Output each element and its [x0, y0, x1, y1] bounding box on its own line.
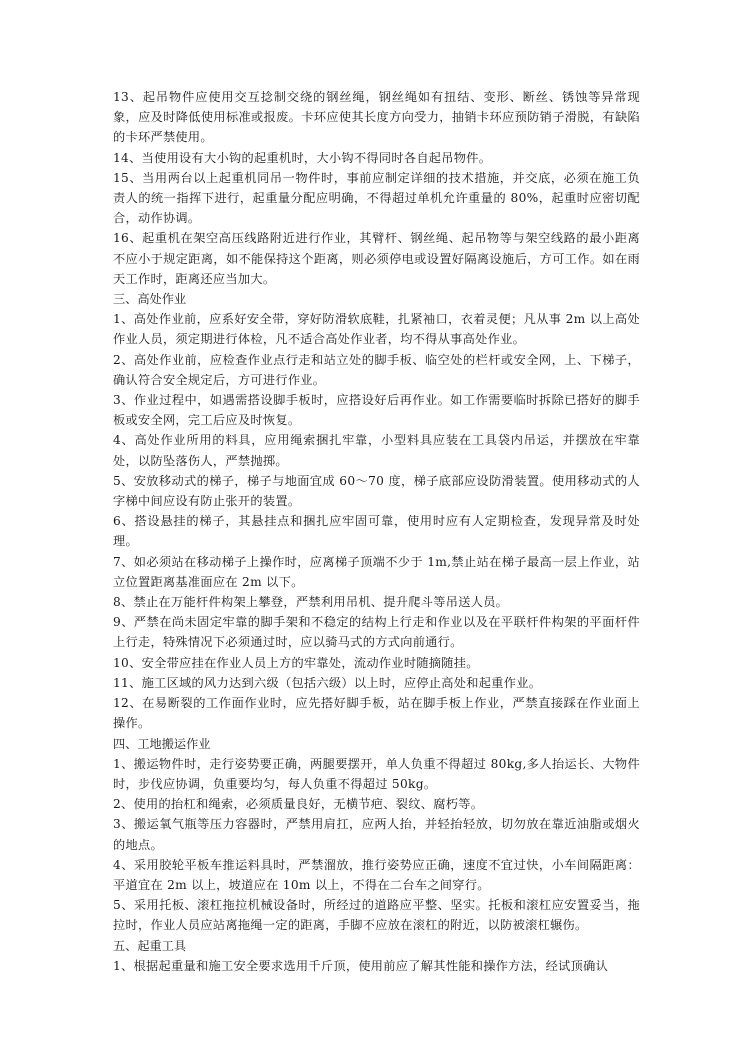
height-work-item-4: 4、高处作业所用的料具，应用绳索捆扎牢靠，小型料具应装在工具袋内吊运，并摆放在牢靠处，以防坠落伤人，严禁抛掷。 [113, 433, 640, 468]
transport-item-2: 2、使用的抬杠和绳索，必须质量良好，无横节疤、裂纹、腐朽等。 [113, 797, 484, 812]
height-work-item-7: 7、如必须站在移动梯子上操作时，应离梯子顶端不少于 1m,禁止站在梯子最高一层上作业，站立位置距离基准面应在 2m 以下。 [113, 554, 640, 589]
item-14-hooks: 14、当使用设有大小钩的起重机时，大小钩不得同时各自起吊物件。 [113, 150, 492, 165]
section-heading-site-transport: 四、工地搬运作业 [113, 736, 211, 751]
section-heading-height-work: 三、高处作业 [113, 292, 187, 307]
transport-item-4: 4、采用胶轮平板车推运料具时，严禁溜放，推行姿势应正确，速度不宜过快，小车间隔距离：平道宜在 2m 以上，坡道应在 10m 以上，不得在二台车之间穿行。 [113, 857, 640, 892]
height-work-item-8: 8、禁止在万能杆件构架上攀登，严禁利用吊机、提升爬斗等吊送人员。 [113, 595, 509, 610]
document-body [113, 87, 640, 976]
height-work-item-9: 9、严禁在尚未固定牢靠的脚手架和不稳定的结构上行走和作业以及在平联杆件构架的平面杆件上行走，特殊情况下必须通过时，应以骑马式的方式向前通行。 [113, 615, 640, 650]
height-work-item-5: 5、安放移动式的梯子，梯子与地面宜成 60～70 度，梯子底部应设防滑装置。使用移动式的人字梯中间应设有防止张开的装置。 [113, 473, 640, 509]
item-15-dual-crane: 15、当用两台以上起重机同吊一物件时，事前应制定详细的技术措施，并交底，必须在施工负责人的统一指挥下进行，起重量分配应明确，不得超过单机允许重量的 80%，起重时应密切配合，动作协调。 [113, 170, 640, 226]
height-work-item-2: 2、高处作业前，应检查作业点行走和站立处的脚手板、临空处的栏杆或安全网，上、下梯子，确认符合安全规定后，方可进行作业。 [113, 352, 640, 387]
transport-item-3: 3、搬运氧气瓶等压力容器时，严禁用肩扛，应两人抬，并轻抬轻放，切勿放在靠近油脂或烟火的地点。 [113, 817, 640, 852]
height-work-item-6: 6、搭设悬挂的梯子，其悬挂点和捆扎应牢固可靠，使用时应有人定期检查，发现异常及时处理。 [113, 514, 640, 549]
height-work-item-11: 11、施工区域的风力达到六级（包括六级）以上时，应停止高处和起重作业。 [113, 675, 542, 690]
item-16-power-lines: 16、起重机在架空高压线路附近进行作业，其臂杆、钢丝绳、起吊物等与架空线路的最小距离不应小于规定距离，如不能保持这个距离，则必须停电或设置好隔离设施后，方可工作。如在雨天工作时，距离还应当加大。 [113, 231, 640, 286]
section-heading-lifting-tools: 五、起重工具 [113, 938, 187, 953]
transport-item-1: 1、搬运物件时，走行姿势要正确，两腿要摆开，单人负重不得超过 80kg,多人抬运长、大物件时，步伐应协调，负重要均匀，每人负重不得超过 50kg。 [113, 756, 640, 791]
height-work-item-12: 12、在易断裂的工作面作业时，应先搭好脚手板，站在脚手板上作业，严禁直接踩在作业面上操作。 [113, 696, 640, 731]
height-work-item-3: 3、作业过程中，如遇需搭设脚手板时，应搭设好后再作业。如工作需要临时拆除已搭好的脚手板或安全网，完工后应及时恢复。 [113, 393, 640, 428]
height-work-item-10: 10、安全带应挂在作业人员上方的牢靠处，流动作业时随摘随挂。 [113, 655, 479, 670]
height-work-item-1: 1、高处作业前，应系好安全带，穿好防滑软底鞋，扎紧袖口，衣着灵便；凡从事 2m 以上高处作业人员，须定期进行体检，凡不适合高处作业者，均不得从事高处作业。 [113, 312, 640, 347]
transport-item-5: 5、采用托板、滚杠拖拉机械设备时，所经过的道路应平整、坚实。托板和滚杠应安置妥当，拖拉时，作业人员应站离拖绳一定的距离，手脚不应放在滚杠的附近，以防被滚杠辗伤。 [113, 898, 640, 933]
item-13-lifting-ropes: 13、起吊物件应使用交互捻制交绕的钢丝绳，钢丝绳如有扭结、变形、断丝、锈蚀等异常现象，应及时降低使用标准或报废。卡环应使其长度方向受力，抽销卡环应预防销子滑脱，有缺陷的卡环严禁使用。 [113, 90, 640, 145]
lifting-tools-item-1: 1、根据起重量和施工安全要求选用千斤顶，使用前应了解其性能和操作方法，经试顶确认 [113, 958, 609, 973]
